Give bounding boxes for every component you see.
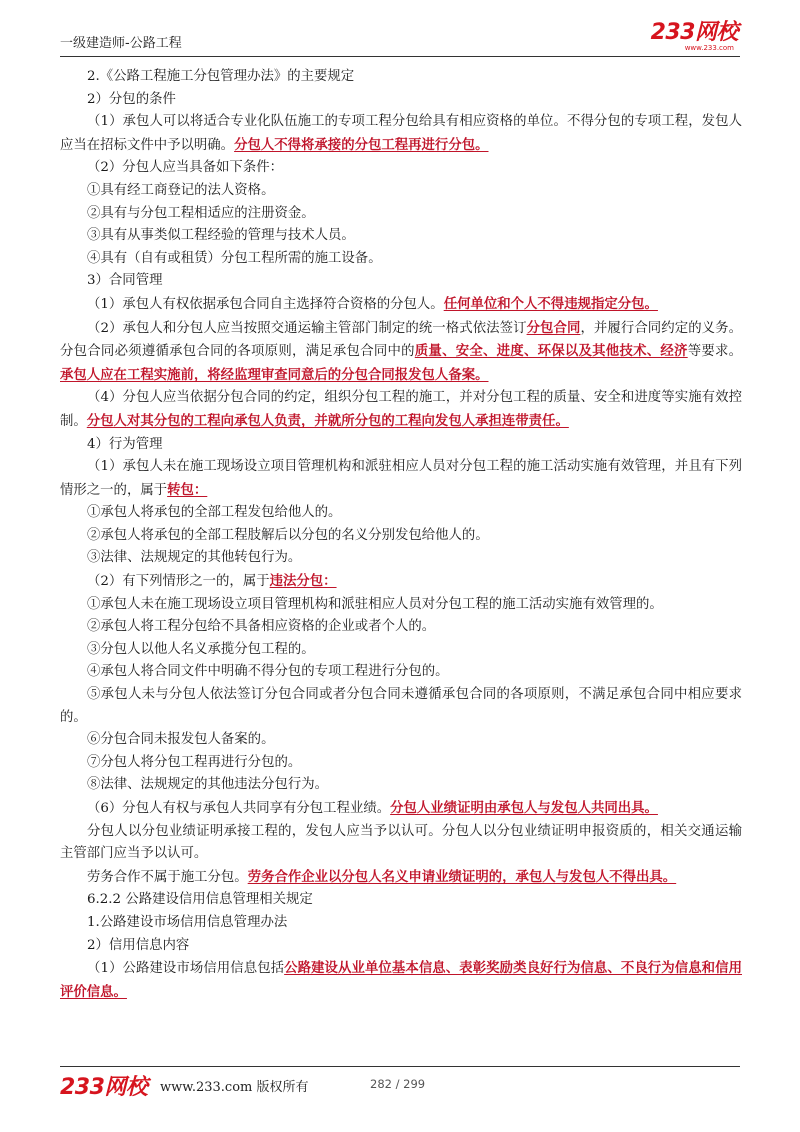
text-run: （6）分包人有权与承包人共同享有分包工程业绩。 — [87, 801, 391, 816]
page-header — [60, 20, 740, 58]
highlighted-text: 承包人应在工程实施前，将经监理审查同意后的分包合同报发包人备案。 — [60, 366, 489, 383]
document-body — [60, 66, 742, 1004]
highlighted-text: 质量、安全、进度、环保以及其他技术、经济 — [414, 343, 688, 360]
header-divider — [60, 56, 740, 57]
footer-logo: 233网校 — [60, 1075, 148, 1100]
text-run: （4）分包人应当依据分包合同的约定，组织分包工程的施工，并对分包工程的质量、安全和进度等实施有效控制。 — [60, 390, 742, 429]
copyright-text: www.233.com 版权所有 — [160, 1080, 309, 1095]
list-item: ④承包人将合同文件中明确不得分包的专项工程进行分包的。 — [87, 664, 449, 680]
paragraph: 分包人以分包业绩证明承接工程的，发包人应当予以认可。分包人以分包业绩证明申报资质的，相关交通运输主管部门应当予以认可。 — [60, 823, 742, 862]
list-item: ③法律、法规规定的其他转包行为。 — [87, 550, 302, 566]
highlighted-text: 分包人不得将承接的分包工程再进行分包。 — [234, 136, 489, 153]
highlighted-text: 分包人对其分包的工程向承包人负责，并就所分包的工程向发包人承担连带责任。 — [86, 412, 569, 429]
header-title: 一级建造师-公路工程 — [60, 36, 182, 51]
brand-logo-url: www.233.com — [684, 44, 734, 52]
list-item: ④具有（自有或租赁）分包工程所需的施工设备。 — [87, 250, 382, 266]
paragraph — [60, 866, 742, 890]
section-heading: 6.2.2 公路建设信用信息管理相关规定 — [87, 892, 313, 908]
highlighted-text: 分包合同 — [526, 319, 581, 336]
paragraph — [60, 957, 742, 1004]
text-run: （1）承包人未在施工现场设立项目管理机构和派驻相应人员对分包工程的施工活动实施有效管理，并且有下列情形之一的，属于 — [60, 459, 742, 498]
list-item: ⑥分包合同未报发包人备案的。 — [87, 732, 275, 748]
paragraph — [60, 293, 742, 317]
paragraph: 2.《公路工程施工分包管理办法》的主要规定 — [87, 69, 355, 84]
paragraph — [60, 317, 742, 388]
list-item: ①承包人将承包的全部工程发包给他人的。 — [87, 505, 342, 521]
list-item: ③具有从事类似工程经验的管理与技术人员。 — [87, 228, 355, 244]
highlighted-text: 违法分包： — [269, 573, 337, 590]
footer-divider — [60, 1066, 740, 1067]
highlighted-text: 劳务合作企业以分包人名义申请业绩证明的，承包人与发包人不得出具。 — [247, 868, 677, 885]
page-number: 282 / 299 — [370, 1077, 426, 1091]
list-item: ①承包人未在施工现场设立项目管理机构和派驻相应人员对分包工程的施工活动实施有效管理的。 — [87, 596, 663, 612]
text-run: （2）有下列情形之一的，属于 — [87, 574, 270, 590]
list-item: ⑧法律、法规规定的其他违法分包行为。 — [87, 777, 329, 793]
brand-logo — [651, 22, 738, 52]
highlighted-text: 公路建设从业单位基本信息、表彰奖励类良好行为信息、不良行为信息和信用评价信息。 — [60, 960, 742, 1000]
highlighted-text: 任何单位和个人不得违规指定分包。 — [443, 295, 658, 312]
list-item: ②具有与分包工程相适应的注册资金。 — [87, 205, 315, 221]
paragraph — [60, 797, 742, 821]
paragraph: 3）合同管理 — [87, 273, 163, 289]
brand-logo-text: 233网校 — [650, 20, 738, 45]
page-footer — [60, 1070, 740, 1100]
paragraph — [60, 387, 742, 433]
text-run: 等要求。 — [687, 344, 743, 360]
paragraph: （2）分包人应当具备如下条件： — [87, 160, 283, 176]
text-run: （1）承包人可以将适合专业化队伍施工的专项工程分包给具有相应资格的单位。不得分包的专项工程，发包人应当在招标文件中予以明确。 — [60, 114, 742, 153]
paragraph: 2）信用信息内容 — [87, 937, 190, 953]
paragraph: 2）分包的条件 — [87, 91, 176, 107]
text-run: 劳务合作不属于施工分包。 — [87, 869, 248, 885]
section-heading: 1.公路建设市场信用信息管理办法 — [87, 914, 288, 930]
list-item: ①具有经工商登记的法人资格。 — [87, 182, 275, 198]
highlighted-text: 转包： — [167, 481, 208, 498]
text-run: （2）承包人和分包人应当按照交通运输主管部门制定的统一格式依法签订 — [87, 320, 527, 336]
list-item: ②承包人将工程分包给不具备相应资格的企业或者个人的。 — [87, 619, 436, 635]
paragraph — [60, 111, 742, 157]
list-item: ⑤承包人未与分包人依法签订分包合同或者分包合同未遵循承包合同的各项原则，不满足承包合同中相应要求的。 — [60, 687, 742, 725]
list-item: ⑦分包人将分包工程再进行分包的。 — [87, 754, 302, 770]
list-item: ③分包人以他人名义承揽分包工程的。 — [87, 641, 315, 657]
text-run: ，并履行合同约定的义务。分包合同必须遵循承包合同的各项原则，满足承包合同中的 — [60, 320, 742, 360]
text-run: （1）公路建设市场信用信息包括 — [87, 961, 285, 977]
paragraph — [60, 456, 742, 502]
text-run: （1）承包人有权依据承包合同自主选择符合资格的分包人。 — [87, 296, 444, 312]
paragraph — [60, 570, 742, 594]
highlighted-text: 分包人业绩证明由承包人与发包人共同出具。 — [390, 800, 658, 816]
paragraph: 4）行为管理 — [87, 436, 163, 452]
list-item: ②承包人将承包的全部工程肢解后以分包的名义分别发包给他人的。 — [87, 527, 489, 543]
